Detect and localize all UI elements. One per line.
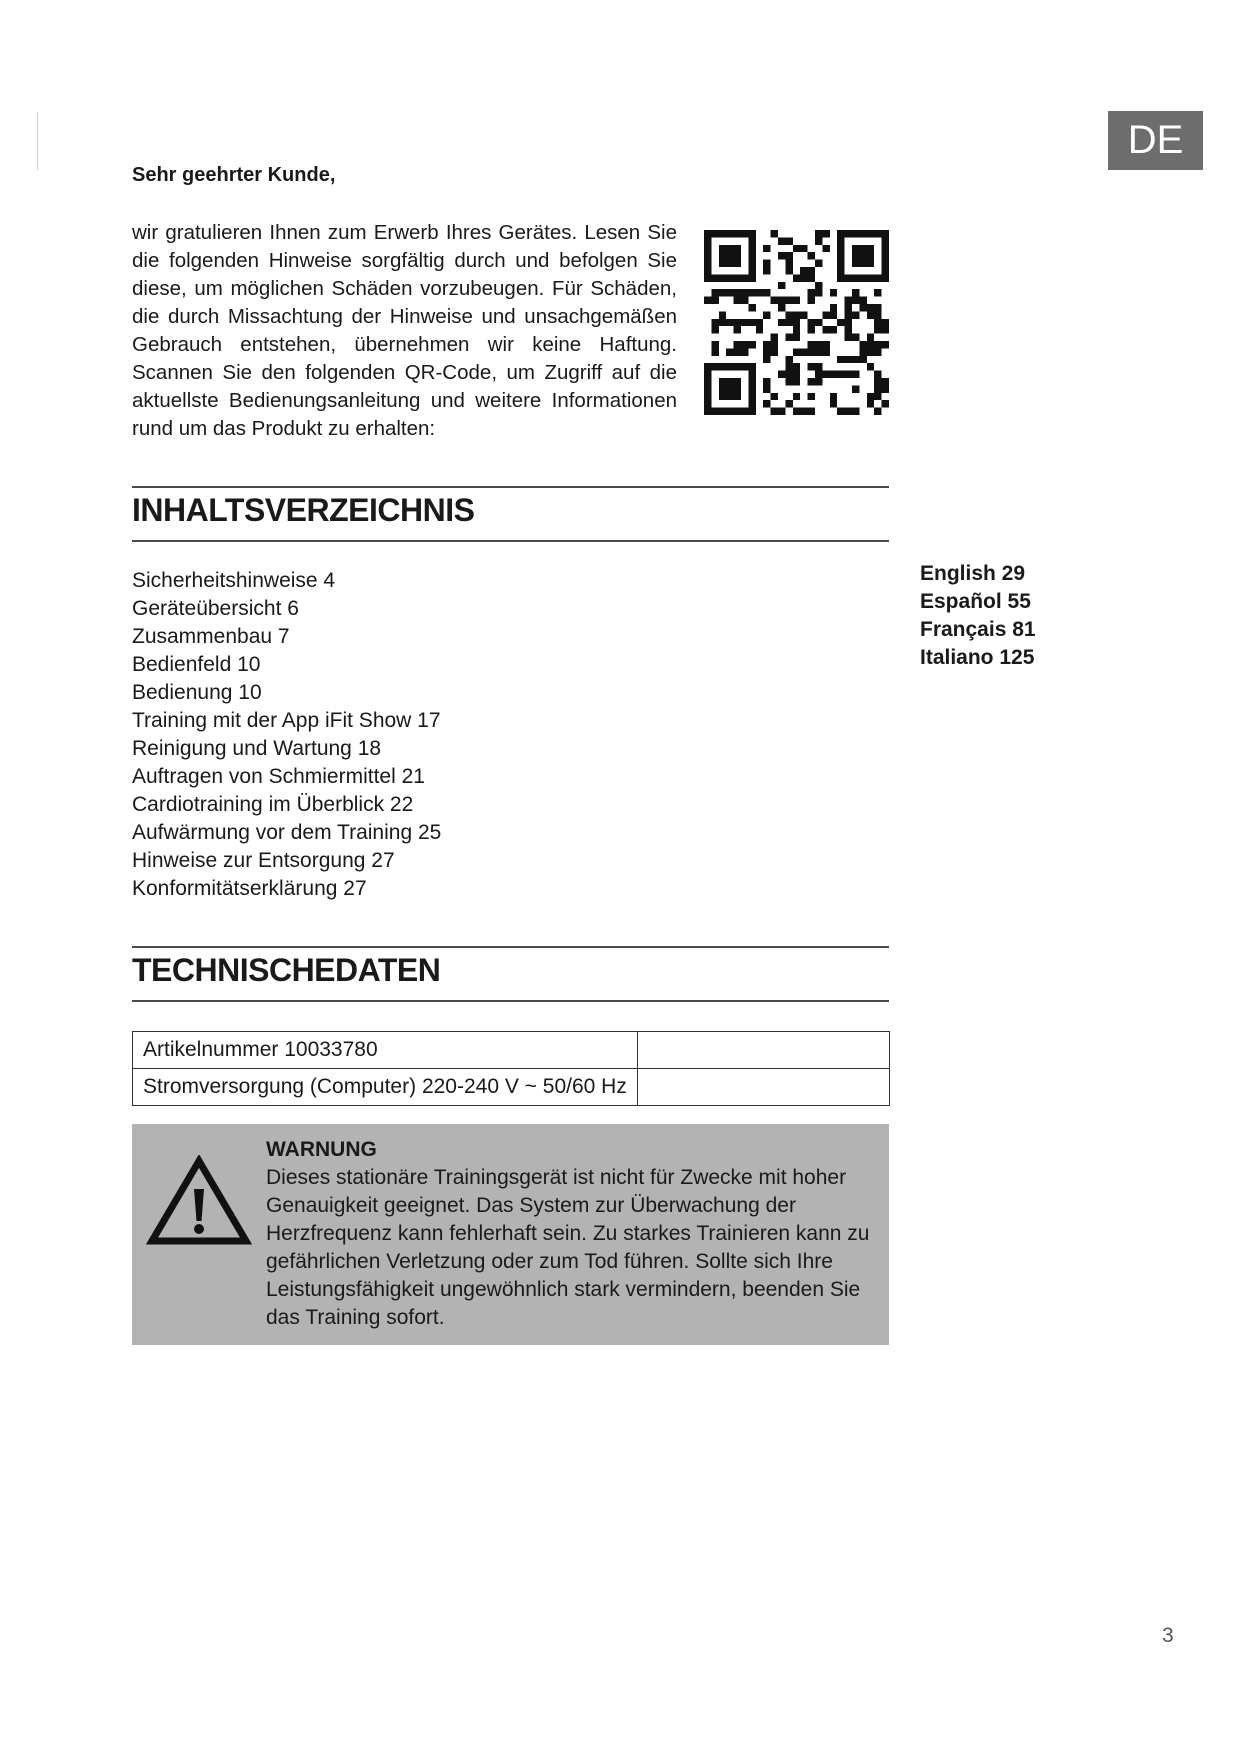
page-number: 3 <box>1162 1624 1174 1647</box>
specs-rule-top <box>132 946 889 948</box>
spec-value: 220-240 V ~ 50/60 Hz <box>421 1075 627 1098</box>
language-entry: English 29 <box>920 562 1026 585</box>
warning-text: Dieses stationäre Trainingsgerät ist nicht für Zwecke mit hoher Genauigkeit geeignet. Das System zur Überwachung der Herzfrequenz kann fehlerhaft sein. Zu starkes Trainieren kann zu gefährlichen Verletzung oder zum Tod führen. Sollte sich Ihre Leistungsfähigkeit ungewöhnlich stark vermindern, beenden Sie das Training sofort. <box>266 1166 870 1329</box>
margin-mark <box>37 112 38 170</box>
toc-item: Bedienfeld 10 <box>132 653 261 676</box>
specs-title: TECHNISCHEDATEN <box>132 952 441 988</box>
table-row <box>133 1032 890 1069</box>
warning-triangle-icon <box>146 1155 252 1249</box>
specs-rule-bottom <box>132 1000 889 1002</box>
toc-item: Auftragen von Schmiermittel 21 <box>132 765 425 788</box>
toc-item: Geräteübersicht 6 <box>132 597 299 620</box>
language-entry: Español 55 <box>920 590 1031 613</box>
spec-value: 10033780 <box>284 1038 378 1061</box>
spec-label: Artikelnummer <box>143 1038 279 1061</box>
spec-cell-empty <box>637 1069 889 1106</box>
spec-cell <box>133 1032 638 1069</box>
table-row <box>133 1069 890 1106</box>
toc-rule-bottom <box>132 540 889 542</box>
toc-item: Cardiotraining im Überblick 22 <box>132 793 414 816</box>
toc-item: Bedienung 10 <box>132 681 262 704</box>
language-entry: Français 81 <box>920 618 1036 641</box>
warning-title: WARNUNG <box>266 1138 377 1161</box>
greeting: Sehr geehrter Kunde, <box>132 164 336 186</box>
specs-table <box>132 1031 890 1106</box>
toc-item: Training mit der App iFit Show 17 <box>132 709 441 732</box>
toc-item: Aufwärmung vor dem Training 25 <box>132 821 442 844</box>
intro-paragraph: wir gratulieren Ihnen zum Erwerb Ihres Gerätes. Lesen Sie die folgenden Hinweise sorgfältig durch und befolgen Sie diese, um möglichen Schäden vorzubeugen. Für Schäden, die durch Missachtung der Hinweise und unsachgemäßen Gebrauch entstehen, übernehmen wir keine Haftung. Scannen Sie den folgenden QR-Code, um Zugriff auf die aktuellste Bedienungsanleitung und weitere Informationen rund um das Produkt zu erhalten: <box>132 221 677 440</box>
toc-item: Reinigung und Wartung 18 <box>132 737 382 760</box>
toc-item: Zusammenbau 7 <box>132 625 290 648</box>
table-of-contents <box>132 567 441 903</box>
toc-item: Konformitätserklärung 27 <box>132 877 367 900</box>
language-tab: DE <box>1108 111 1203 170</box>
toc-title: INHALTSVERZEICHNIS <box>132 492 475 528</box>
toc-rule-top <box>132 486 889 488</box>
spec-cell <box>133 1069 638 1106</box>
spec-label: Stromversorgung (Computer) <box>143 1075 417 1098</box>
qr-code-icon <box>704 230 889 415</box>
warning-box <box>132 1124 889 1345</box>
spec-cell-empty <box>637 1032 889 1069</box>
toc-item: Hinweise zur Entsorgung 27 <box>132 849 395 872</box>
language-entry: Italiano 125 <box>920 646 1035 669</box>
language-index <box>920 560 1036 672</box>
toc-item: Sicherheitshinweise 4 <box>132 569 336 592</box>
